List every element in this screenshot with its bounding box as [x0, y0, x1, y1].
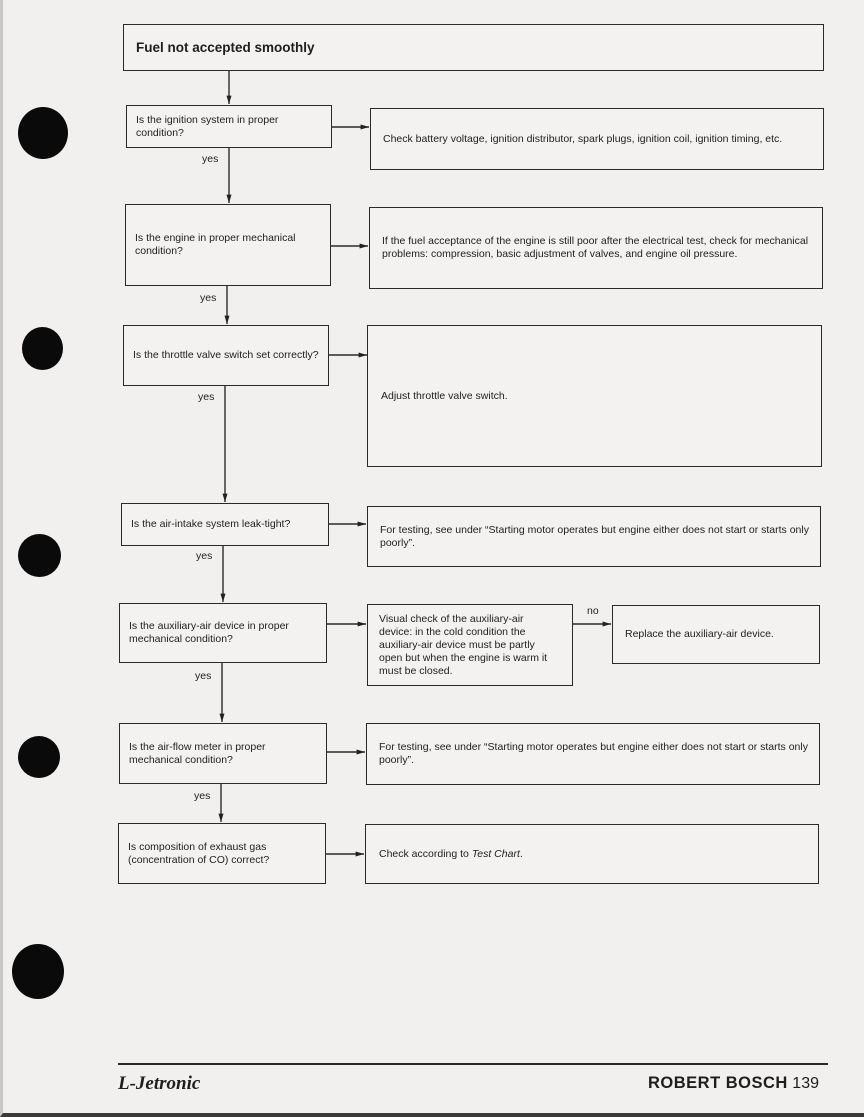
action-box: [365, 824, 819, 884]
question-box: [119, 723, 327, 784]
yes-label: yes: [200, 292, 217, 304]
question-text: Is the engine in proper mechanical condition?: [135, 232, 296, 257]
action-box: [367, 604, 573, 686]
action-box: [612, 605, 820, 664]
yes-label: yes: [194, 790, 211, 802]
action-text-lead: Check according to: [379, 847, 469, 860]
question-box: [123, 325, 329, 386]
action-text-end: .: [519, 847, 523, 860]
action-text: Visual check of the auxiliary-air device: in the cold condition the auxiliary-air device must be partly open but when the engine is warm it must be closed.: [379, 612, 548, 677]
question-text: Is the air-flow meter in proper mechanical condition?: [129, 740, 266, 766]
flowchart-title: [123, 24, 824, 71]
no-label: no: [587, 605, 599, 617]
action-box: [370, 108, 824, 170]
footer-product-name: L-Jetronic: [118, 1073, 201, 1094]
question-box: [118, 823, 326, 884]
question-box: [121, 503, 329, 546]
action-box: [367, 506, 821, 567]
yes-label: yes: [198, 391, 215, 403]
action-text: For testing, see under “Starting motor operates but engine either does not start or starts only poorly”.: [380, 523, 809, 549]
flowchart-title-text: Fuel not accepted smoothly: [136, 40, 315, 55]
yes-label: yes: [196, 550, 213, 562]
footer-rule: [118, 1063, 828, 1065]
question-box: [126, 105, 332, 148]
action-text: For testing, see under “Starting motor operates but engine either does not start or starts only poorly”.: [379, 741, 808, 766]
action-text: Check battery voltage, ignition distributor, spark plugs, ignition coil, ignition timing, etc.: [383, 132, 783, 145]
footer-brand-name: ROBERT BOSCH: [648, 1074, 788, 1092]
action-text: Adjust throttle valve switch.: [381, 389, 508, 402]
footer-brand: [648, 1074, 819, 1093]
question-text: Is the air-intake system leak-tight?: [131, 518, 291, 530]
action-box: [366, 723, 820, 785]
question-text: Is the auxiliary-air device in proper mechanical condition?: [129, 620, 289, 645]
action-text-emphasis: Test Chart: [471, 847, 520, 860]
question-box: [119, 603, 327, 663]
yes-label: yes: [195, 670, 212, 682]
question-text: Is the ignition system in proper condition?: [136, 113, 279, 139]
page-number: 139: [792, 1075, 819, 1092]
action-text: Replace the auxiliary-air device.: [625, 628, 774, 640]
question-box: [125, 204, 331, 286]
action-text: If the fuel acceptance of the engine is still poor after the electrical test, check for mechanical problems: compression, basic adjustment of valves, and engine oil pressure.: [382, 235, 809, 260]
question-text: Is composition of exhaust gas (concentration of CO) correct?: [128, 840, 270, 866]
action-box: [367, 325, 822, 467]
action-box: [369, 207, 823, 289]
action-text: [379, 848, 523, 861]
question-text: Is the throttle valve switch set correctly?: [133, 349, 319, 361]
yes-label: yes: [202, 153, 219, 165]
